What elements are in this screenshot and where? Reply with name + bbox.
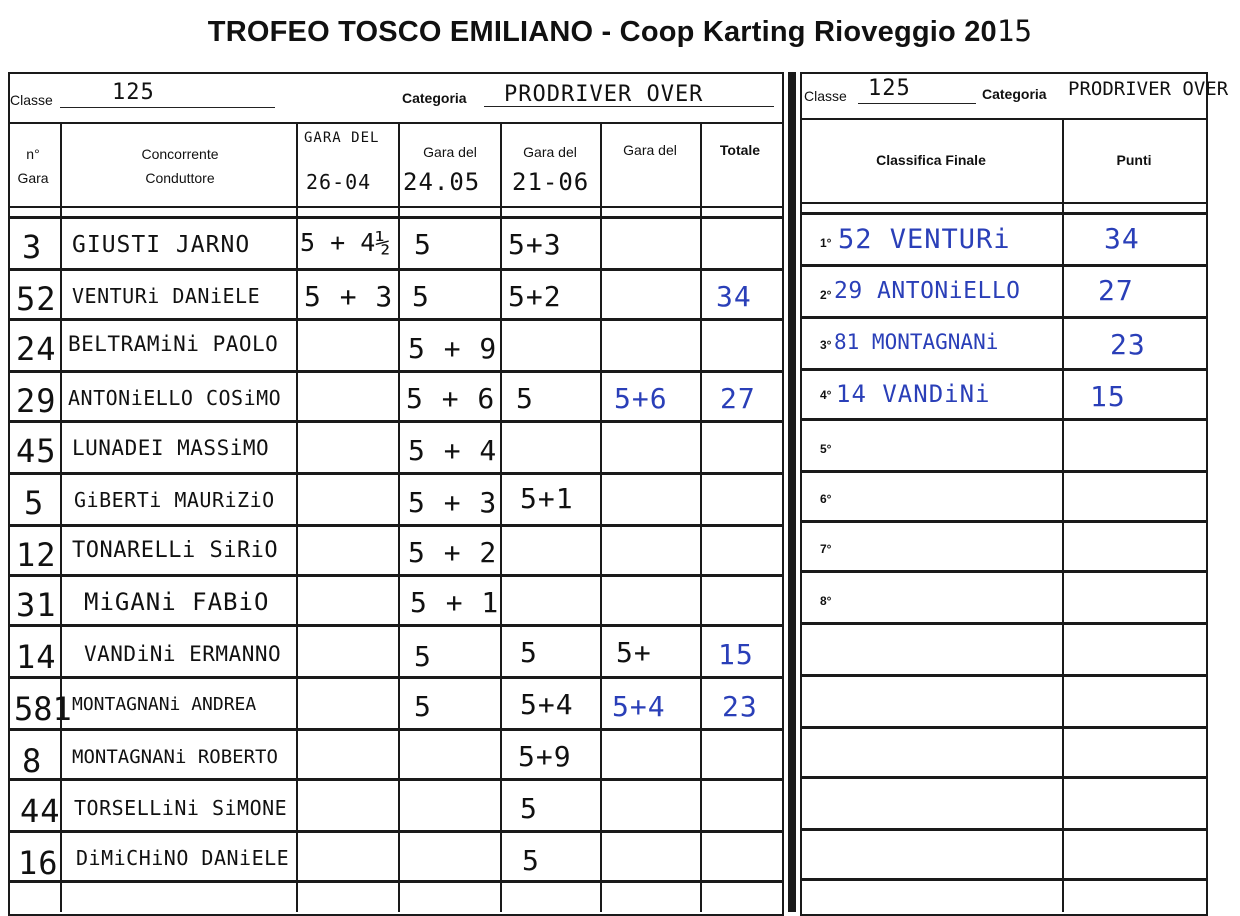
row-total: 15	[718, 638, 754, 671]
row-gara3: 5	[520, 636, 538, 669]
page-title	[0, 14, 1240, 49]
row-name: DiMiCHiNO DANiELE	[76, 846, 290, 870]
left-vline-5	[600, 122, 602, 912]
classifica-entry: 81 MONTAGNANi	[834, 330, 999, 354]
classifica-points: 23	[1110, 328, 1146, 361]
row-total: 27	[720, 382, 756, 415]
left-row-line-6	[8, 524, 782, 527]
right-categoria-value: PRODRIVER OVER	[1068, 78, 1229, 100]
row-gara2: 5 + 3	[408, 486, 498, 519]
right-row-line-3	[800, 368, 1206, 371]
row-num: 3	[22, 228, 43, 266]
right-row-line-4	[800, 418, 1206, 421]
row-gara4: 5+4	[612, 690, 666, 723]
left-classe-value: 125	[112, 80, 155, 105]
row-name: BELTRAMiNi PAOLO	[68, 332, 279, 356]
row-gara3: 5+2	[508, 280, 562, 313]
right-row-line-5	[800, 470, 1206, 473]
row-gara3: 5+4	[520, 688, 574, 721]
left-row-line-0	[8, 216, 782, 219]
row-gara2: 5	[414, 690, 432, 723]
title-year-suffix: 15	[996, 14, 1033, 48]
col-header-gara4-label: Gara del	[623, 142, 677, 158]
left-header-bottom-line	[8, 206, 782, 208]
col-header-gara2-label: Gara del	[423, 144, 477, 160]
left-categoria-value: PRODRIVER OVER	[504, 82, 704, 107]
left-row-line-13	[8, 880, 782, 883]
row-name: MONTAGNANi ANDREA	[72, 694, 257, 715]
left-classe-underline	[60, 107, 275, 108]
left-row-line-12	[8, 830, 782, 833]
right-categoria-label: Categoria	[982, 86, 1047, 102]
col-header-gara2-date: 24.05	[403, 168, 481, 196]
col-header-num: n° Gara	[17, 146, 49, 186]
right-row-line-9	[800, 674, 1206, 677]
right-classe-underline	[858, 103, 976, 104]
right-row-line-11	[800, 776, 1206, 779]
left-vline-2	[296, 122, 298, 912]
row-total: 34	[716, 280, 752, 313]
row-gara3: 5+1	[520, 482, 574, 515]
row-gara3: 5	[520, 792, 538, 825]
classifica-position: 8°	[820, 594, 832, 608]
right-row-line-6	[800, 520, 1206, 523]
classifica-position: 7°	[820, 542, 832, 556]
col-header-driver: Concorrente Conduttore	[141, 146, 219, 186]
row-num: 44	[20, 792, 61, 830]
row-name: VANDiNi ERMANNO	[84, 642, 282, 666]
row-gara3: 5	[522, 844, 540, 877]
left-categoria-label: Categoria	[402, 90, 467, 106]
row-gara2: 5 + 6	[406, 382, 496, 415]
row-name: TORSELLiNi SiMONE	[74, 796, 288, 820]
row-gara3: 5	[516, 382, 534, 415]
left-vline-6	[700, 122, 702, 912]
row-name: GiBERTi MAURiZiO	[74, 488, 275, 512]
row-num: 24	[16, 330, 57, 368]
left-vline-3	[398, 122, 400, 912]
row-gara2: 5 + 1	[410, 586, 500, 619]
classifica-position: 3°	[820, 338, 832, 352]
classifica-points: 34	[1104, 222, 1140, 255]
classifica-position: 5°	[820, 442, 832, 456]
left-vline-4	[500, 122, 502, 912]
right-header-bottom-line	[800, 202, 1206, 204]
left-row-line-2	[8, 318, 782, 321]
row-num: 5	[24, 484, 45, 522]
row-num: 14	[16, 638, 57, 676]
right-row-line-10	[800, 726, 1206, 729]
row-gara2: 5	[414, 228, 432, 261]
row-name: LUNADEI MASSiMO	[72, 436, 270, 460]
classifica-position: 2°	[820, 288, 832, 302]
right-row-line-1	[800, 264, 1206, 267]
row-num: 16	[18, 844, 59, 882]
row-name: VENTURi DANiELE	[72, 284, 261, 308]
col-header-classifica: Classifica Finale	[876, 152, 986, 168]
row-name: ANTONiELLO COSiMO	[68, 386, 282, 410]
right-row-line-13	[800, 878, 1206, 881]
right-classe-value: 125	[868, 76, 911, 101]
left-row-line-10	[8, 728, 782, 731]
classifica-entry: 52 VENTURi	[838, 224, 1011, 255]
col-header-gara3-date: 21-06	[512, 168, 590, 196]
row-total: 23	[722, 690, 758, 723]
right-table-frame	[800, 72, 1208, 916]
right-row-line-0	[800, 212, 1206, 215]
right-row-line-2	[800, 316, 1206, 319]
right-header-top-line	[800, 118, 1206, 120]
col-header-gara1-label: GARA DEL	[304, 130, 380, 146]
row-gara1: 5 + 3	[304, 280, 394, 313]
left-row-line-11	[8, 778, 782, 781]
left-row-line-3	[8, 370, 782, 373]
row-gara2: 5 + 4	[408, 434, 498, 467]
left-row-line-7	[8, 574, 782, 577]
row-gara2: 5	[414, 640, 432, 673]
row-gara2: 5	[412, 280, 430, 313]
title-main: TROFEO TOSCO EMILIANO - Coop Karting Rioveggio 20	[207, 16, 997, 48]
row-gara2: 5 + 2	[408, 536, 498, 569]
classifica-entry: 14 VANDiNi	[836, 380, 991, 408]
classifica-points: 15	[1090, 380, 1126, 413]
classifica-points: 27	[1098, 274, 1134, 307]
row-name: TONARELLi SiRiO	[72, 538, 279, 563]
center-divider	[788, 72, 796, 912]
right-vline-1	[1062, 118, 1064, 912]
classifica-position: 4°	[820, 388, 832, 402]
row-num: 12	[16, 536, 57, 574]
classifica-position: 6°	[820, 492, 832, 506]
col-header-gara1-date: 26-04	[306, 170, 372, 194]
classifica-position: 1°	[820, 236, 832, 250]
col-header-gara3-label: Gara del	[523, 144, 577, 160]
row-num: 581	[14, 690, 72, 728]
row-gara3: 5+9	[518, 740, 572, 773]
row-name: MiGANi FABiO	[84, 588, 270, 616]
row-name: MONTAGNANi ROBERTO	[72, 746, 278, 768]
row-name: GIUSTI JARNO	[72, 232, 251, 258]
row-gara1: 5 + 4½	[300, 228, 391, 257]
left-row-line-8	[8, 624, 782, 627]
row-num: 31	[16, 586, 57, 624]
left-classe-label: Classe	[10, 92, 53, 108]
row-gara4: 5+	[616, 636, 652, 669]
left-row-line-5	[8, 472, 782, 475]
row-gara3: 5+3	[508, 228, 562, 261]
right-row-line-12	[800, 828, 1206, 831]
classifica-entry: 29 ANTONiELLO	[834, 278, 1021, 304]
col-header-punti: Punti	[1116, 152, 1152, 168]
right-row-line-8	[800, 622, 1206, 625]
row-num: 8	[22, 742, 43, 780]
row-num: 29	[16, 382, 57, 420]
left-row-line-1	[8, 268, 782, 271]
row-gara4: 5+6	[614, 382, 668, 415]
row-num: 45	[16, 432, 57, 470]
right-classe-label: Classe	[804, 88, 847, 104]
right-row-line-7	[800, 570, 1206, 573]
row-gara2: 5 + 9	[408, 332, 498, 365]
left-row-line-4	[8, 420, 782, 423]
left-row-line-9	[8, 676, 782, 679]
col-header-totale: Totale	[719, 142, 761, 158]
left-header-top-line	[8, 122, 782, 124]
row-num: 52	[16, 280, 57, 318]
